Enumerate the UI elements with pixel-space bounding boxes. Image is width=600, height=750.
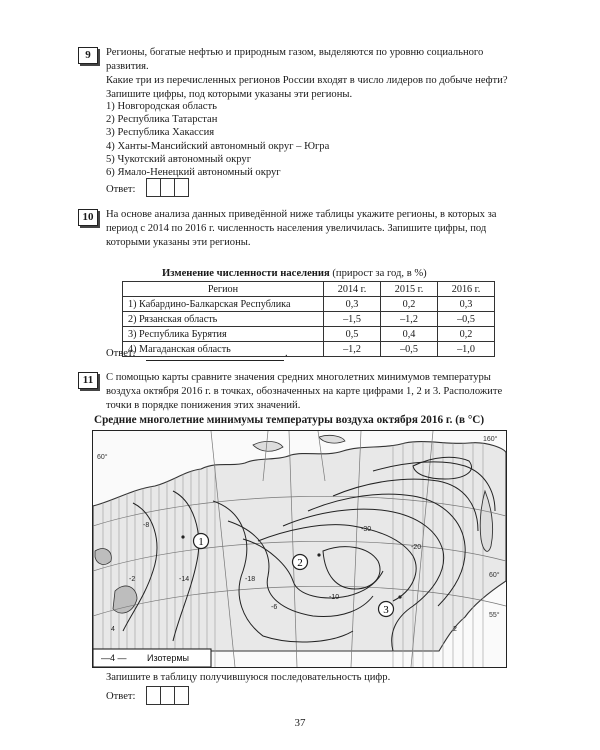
isotherm-label: -2 [129,576,136,583]
isotherm-label: -20 [411,544,422,551]
isotherm-label: -18 [245,576,256,583]
question-10-answer-label: Ответ: [106,348,136,359]
header-region: Регион [123,282,324,297]
answer-cell[interactable] [160,686,175,705]
question-9-answer-cells[interactable] [146,178,188,197]
value-cell: –0,5 [438,312,495,327]
option: 5) Чукотский автономный округ [106,153,252,165]
black-sea [95,549,111,565]
value-cell: 0,2 [381,297,438,312]
value-cell: 0,3 [438,297,495,312]
value-cell: 0,5 [324,327,381,342]
region-cell: 4) Магаданская область [123,342,324,357]
answer-cell[interactable] [160,178,175,197]
option: 6) Ямало-Ненецкий автономный округ [106,167,281,179]
region-cell: 1) Кабардино-Балкарская Республика [123,297,324,312]
isotherm-label: -10 [329,594,340,601]
isotherm-label: 4 [111,626,115,633]
question-10-number: 10 [78,209,98,226]
value-cell: 0,2 [438,327,495,342]
page-number: 37 [294,717,306,729]
isotherm-map [92,430,507,668]
isotherm-label: -6 [271,604,278,611]
value-cell: –1,0 [438,342,495,357]
table-row [123,342,495,357]
table-row [123,312,495,327]
option: 4) Ханты-Мансийский автономный округ – Югра [106,140,330,152]
isotherm-label: 2 [453,626,457,633]
answer-period: . [285,348,288,359]
question-9-number: 9 [78,47,98,64]
question-11-number: 11 [78,372,98,389]
question-11-instruction: Запишите в таблицу получившуюся последовательность цифр. [106,672,391,683]
lon-label: 60° [97,454,108,461]
option: 2) Республика Татарстан [106,114,218,126]
option: 1) Новгородская область [106,101,217,112]
table-caption [162,268,427,279]
legend-label: Изотермы [147,653,189,663]
header-2016: 2016 г. [438,282,495,297]
question-11-answer-label: Ответ: [106,691,136,702]
lat-label: 60° [489,572,500,579]
answer-cell[interactable] [146,686,161,705]
question-9-options [106,100,329,179]
legend-isotherm-sample: —4 — [101,653,127,663]
point-2-label: 2 [297,557,303,569]
answer-cell[interactable] [174,686,189,705]
answer-cell[interactable] [146,178,161,197]
point-dot [181,535,184,538]
value-cell: –1,2 [381,312,438,327]
table-header-row [123,282,495,297]
answer-cell[interactable] [174,178,189,197]
point-dot [398,595,401,598]
question-9-task: Какие три из перечисленных регионов России входят в число лидеров по добыче нефти? Запишите цифры, под которыми указаны эти регионы. [106,75,508,100]
value-cell: –1,2 [324,342,381,357]
map-title: Средние многолетние минимумы температуры воздуха октября 2016 г. (в °С) [94,414,485,426]
lon-label: 160° [483,436,498,443]
point-dot [317,553,320,556]
question-9-text [106,46,516,102]
isotherm-label: -30 [361,526,372,533]
table-unit: (прирост за год, в %) [332,268,427,279]
table-row [123,327,495,342]
question-9-intro: Регионы, богатые нефтью и природным газом, выделяются по уровню социального развития. [106,47,484,72]
header-2014: 2014 г. [324,282,381,297]
value-cell: 0,4 [381,327,438,342]
lat-label: 55° [489,612,500,619]
value-cell: 0,3 [324,297,381,312]
point-3-label: 3 [383,604,389,616]
point-1-label: 1 [198,536,204,548]
isotherm-label: -14 [179,576,190,583]
value-cell: –0,5 [381,342,438,357]
value-cell: –1,5 [324,312,381,327]
population-table [122,281,495,357]
isotherm-label: -8 [143,522,150,529]
header-2015: 2015 г. [381,282,438,297]
region-cell: 3) Республика Бурятия [123,327,324,342]
question-10-text: На основе анализа данных приведённой ниже таблицы укажите регионы, в которых за период с 2014 по 2016 г. численность населения увеличилась. Запишите цифры, под которыми указаны эти регионы. [106,209,497,248]
table-row [123,297,495,312]
question-10-answer-line[interactable] [146,360,284,361]
option: 3) Республика Хакассия [106,127,215,139]
map-svg [93,431,506,667]
question-11-text: С помощью карты сравните значения средних многолетних минимумов температуры воздуха октября 2016 г. в точках, обозначенных на карте цифрами 1, 2 и 3. Расположите точки в порядке понижения этих значений. [106,372,503,411]
question-9-answer-label: Ответ: [106,184,136,195]
table-title: Изменение численности населения [162,268,330,279]
region-cell: 2) Рязанская область [123,312,324,327]
question-11-answer-cells[interactable] [146,686,188,705]
